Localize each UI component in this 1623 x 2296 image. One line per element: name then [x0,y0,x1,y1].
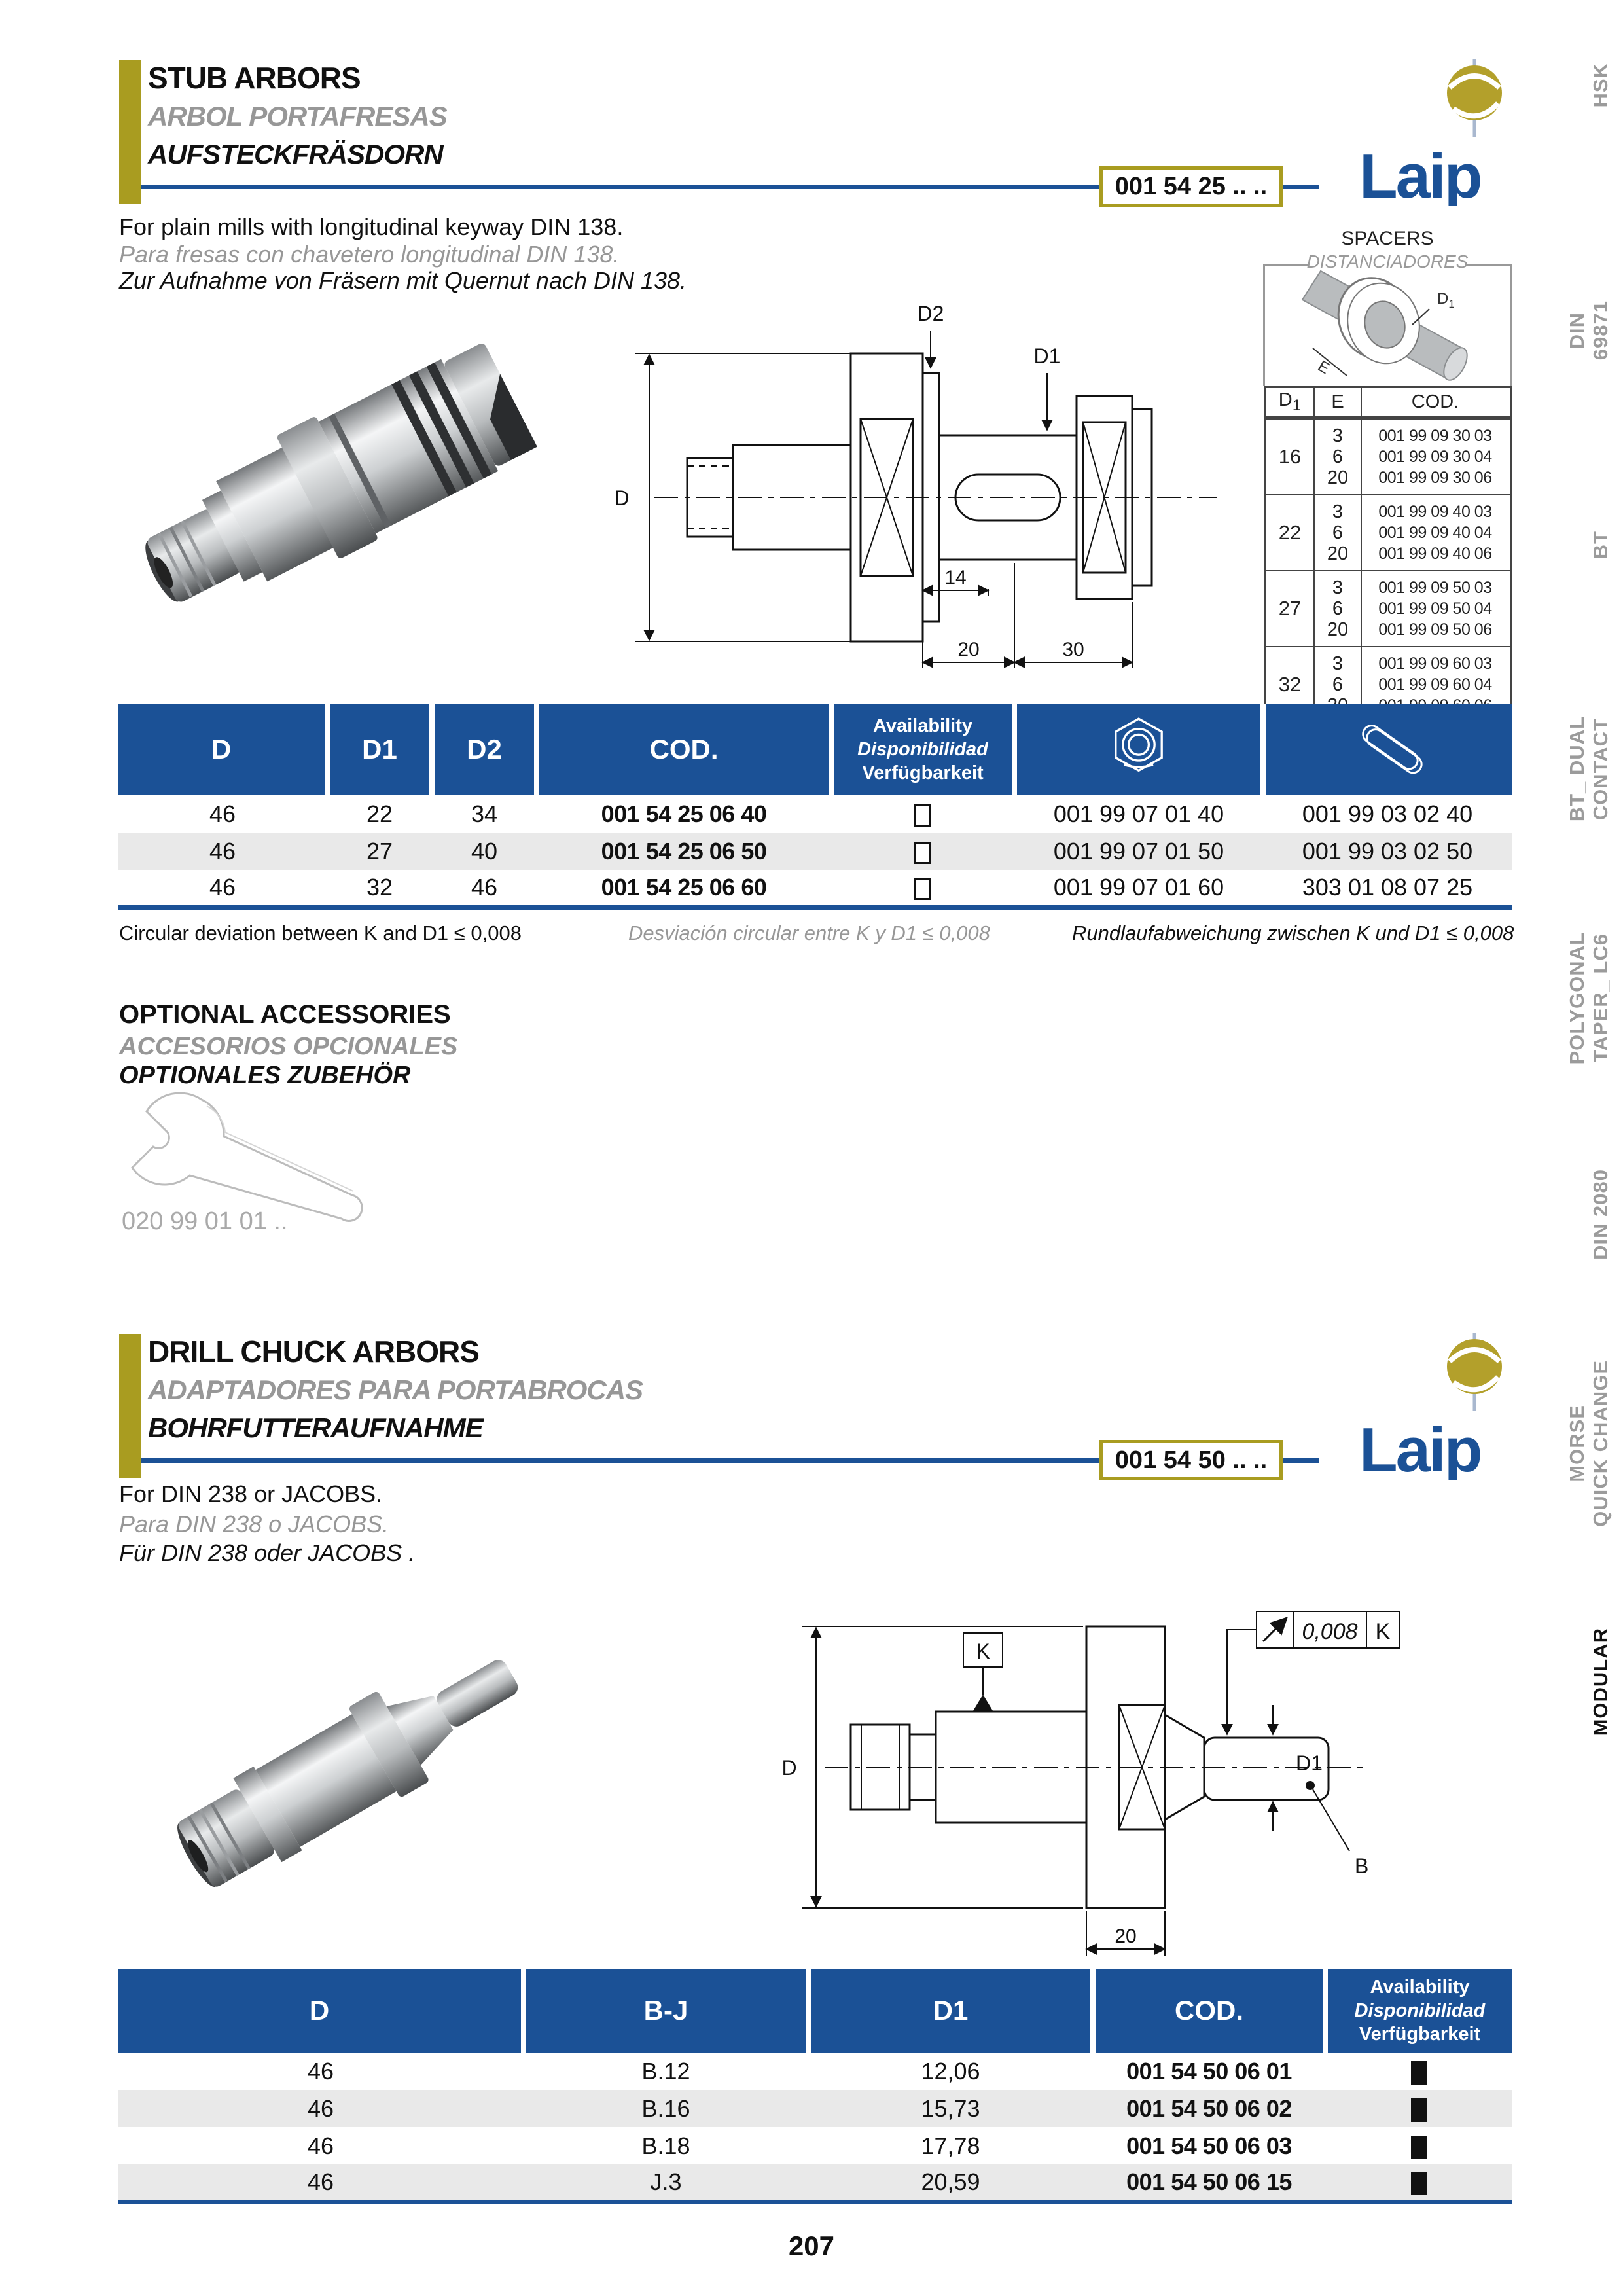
section2-desc-de: Für DIN 238 oder JACOBS . [119,1539,416,1566]
availability-filled [1325,2127,1512,2164]
availability-checkbox [831,870,1014,907]
section2-rule-right [1283,1458,1319,1463]
section2-desc-en: For DIN 238 or JACOBS. [119,1480,383,1507]
table-row: 46 B.18 17,78 001 54 50 06 03 [118,2127,1512,2164]
section1-desc-de: Zur Aufnahme von Fräsern mit Quernut nach DIN 138. [119,267,687,294]
col-d1: D1 [808,1969,1093,2053]
sidebar-label: CONTACT [1589,717,1612,821]
section1-title-en: STUB ARBORS [148,61,361,95]
spacers-col-e: E [1313,388,1361,416]
sidebar-label: BT_ DUAL [1565,716,1588,822]
dim-label-14: 14 [944,567,967,588]
sidebar-item-polygonal-taper [1565,897,1613,1100]
dim-label-d: D [781,1756,797,1780]
iso-label-e: E [1315,357,1333,378]
accessories-title-de: OPTIONALES ZUBEHÖR [119,1062,411,1089]
spacers-table [1264,386,1512,724]
table-row: 46 B.12 12,06 001 54 50 06 01 [118,2053,1512,2090]
section2-title-de: BOHRFUTTERAUFNAHME [148,1412,483,1443]
col-d2: D2 [432,704,537,795]
sidebar-label: TAPER_ LC6 [1589,933,1612,1063]
sidebar-item-bt [1589,520,1613,569]
accessories-title-es: ACCESORIOS OPCIONALES [119,1033,458,1060]
dim-label-d: D [614,486,630,510]
table-row: 46 32 46 001 54 25 06 60 001 99 07 01 60 303 01 08 07 25 [118,870,1512,907]
availability-filled [1325,2090,1512,2127]
section1-title-es: ARBOL PORTAFRESAS [148,101,447,132]
col-key [1263,704,1512,795]
section2-accent-bar [119,1334,141,1478]
col-cod: COD. [537,704,831,795]
table-row: 46 B.16 15,73 001 54 50 06 02 [118,2090,1512,2127]
spacers-col-d1: $D_1$ [1278,389,1302,414]
col-d: D [118,1969,524,2053]
sidebar-label: POLYGONAL [1565,931,1588,1065]
sidebar-item-din69871 [1565,255,1613,406]
sidebar-label: MODULAR [1589,1628,1612,1736]
logo-text: Laip [1359,1415,1481,1480]
sidebar-label: QUICK CHANGE [1589,1359,1612,1527]
stub-arbors-table [118,704,1512,910]
sidebar-label: DIN [1565,312,1588,350]
spacers-table-header [1266,388,1510,418]
sidebar-item-bt-dual-contact [1565,668,1613,870]
availability-filled [1325,2053,1512,2090]
tolerance-value: 0,008 [1302,1619,1358,1644]
drill-chuck-arbor-photo [147,1590,540,1944]
tolerance-datum: K [1375,1619,1391,1644]
section1-rule-right [1283,185,1319,189]
drill-chuck-arbor-drawing [740,1571,1400,1977]
section2-title-es: ADAPTADORES PARA PORTABROCAS [148,1374,643,1405]
accessories-code: 020 99 01 01 .. [122,1208,288,1235]
col-d: D [118,704,327,795]
spacer-group-32: 32 3 6 001 99 09 60 03 001 99 09 60 04 [1266,646,1510,722]
leader-label-b: B [1355,1854,1369,1878]
section1-desc-en: For plain mills with longitudinal keyway DIN 138. [119,213,624,240]
dim-label-d1: D1 [1033,344,1061,368]
laip-logo-graphic [1358,59,1525,206]
availability-filled [1325,2164,1512,2202]
sidebar-label: BT [1589,530,1612,560]
key-icon [1340,710,1438,782]
spacer-iso-diagram [1275,270,1500,382]
spacer-group-16: 16 3 6 20 001 99 09 30 03 001 99 09 30 04 001 99 09 30 06 [1266,418,1510,494]
dim-label-d1: D1 [1296,1751,1323,1775]
table-row: 46 27 40 001 54 25 06 50 001 99 07 01 50 001 99 03 02 50 [118,833,1512,870]
dim-label-20: 20 [957,639,980,660]
spacers-title-es: DISTANCIADORES [1306,251,1469,272]
page-number: 207 [788,2231,835,2261]
section2-title-en: DRILL CHUCK ARBORS [148,1335,479,1369]
table-header-row [118,1969,1512,2053]
spacers-col-cod: COD. [1361,388,1508,416]
stub-arbor-photo [124,298,543,664]
datum-label-k: K [976,1640,990,1663]
table-row: 46 J.3 20,59 001 54 50 06 15 [118,2164,1512,2202]
spacer-group-22: 22 3 6 20 001 99 09 40 03 001 99 09 40 04 001 99 09 40 06 [1266,494,1510,570]
dim-label-20: 20 [1115,1926,1137,1947]
col-cod: COD. [1093,1969,1325,2053]
section1-desc-es: Para fresas con chavetero longitudinal DIN 138. [119,241,620,268]
section2-rule [141,1458,1106,1463]
section1-accent-bar [119,60,141,204]
col-bj: B-J [524,1969,808,2053]
availability-checkbox [831,833,1014,870]
col-locknut [1014,704,1263,795]
laip-logo-graphic [1358,1333,1525,1480]
sidebar-label: MORSE [1565,1404,1588,1482]
accessories-title-en: OPTIONAL ACCESSORIES [119,1000,451,1029]
section1-code-box: 001 54 25 .. .. [1099,166,1283,207]
section2-code-box: 001 54 50 .. .. [1099,1440,1283,1480]
iso-label-d1: $D_1$ [1437,290,1455,310]
stub-arbor-drawing [556,281,1257,700]
col-availability: Availability Disponibilidad Verfügbarkeit [831,704,1014,795]
deviation-note-es: Desviación circular entre K y D1 ≤ 0,008 [628,922,990,944]
sidebar-label: HSK [1589,62,1612,108]
spacer-group-27: 27 3 6 20 001 99 09 50 03 001 99 09 50 04 001 99 09 50 06 [1266,570,1510,646]
sidebar-item-hsk [1589,49,1613,121]
sidebar-item-modular [1589,1604,1613,1761]
col-d1: D1 [327,704,432,795]
spacers-title-en: SPACERS [1341,228,1434,249]
laip-logo [1358,1333,1525,1483]
table-row: 46 22 34 001 54 25 06 40 001 99 07 01 40 001 99 03 02 40 [118,795,1512,833]
section2-desc-es: Para DIN 238 o JACOBS. [119,1511,389,1537]
logo-text: Laip [1359,141,1481,206]
dim-label-30: 30 [1062,639,1084,660]
col-availability: Availability Disponibilidad Verfügbarkeit [1325,1969,1512,2053]
dim-label-d2: D2 [917,302,944,325]
laip-logo [1358,59,1525,209]
sidebar-label: DIN 2080 [1589,1168,1612,1260]
deviation-note-de: Rundlaufabweichung zwischen K und D1 ≤ 0,008 [1072,922,1514,944]
deviation-note-en: Circular deviation between K and D1 ≤ 0,008 [119,922,522,944]
sidebar-label: 69871 [1589,300,1612,361]
locknut-icon [1103,710,1175,782]
section1-rule [141,185,1106,189]
drill-chuck-arbors-table [118,1969,1512,2204]
table-header-row [118,704,1512,795]
sidebar-item-din2080 [1589,1139,1613,1289]
availability-checkbox [831,795,1014,833]
sidebar-item-morse-quick-change [1565,1329,1613,1558]
section1-title-de: AUFSTECKFRÄSDORN [148,139,443,170]
